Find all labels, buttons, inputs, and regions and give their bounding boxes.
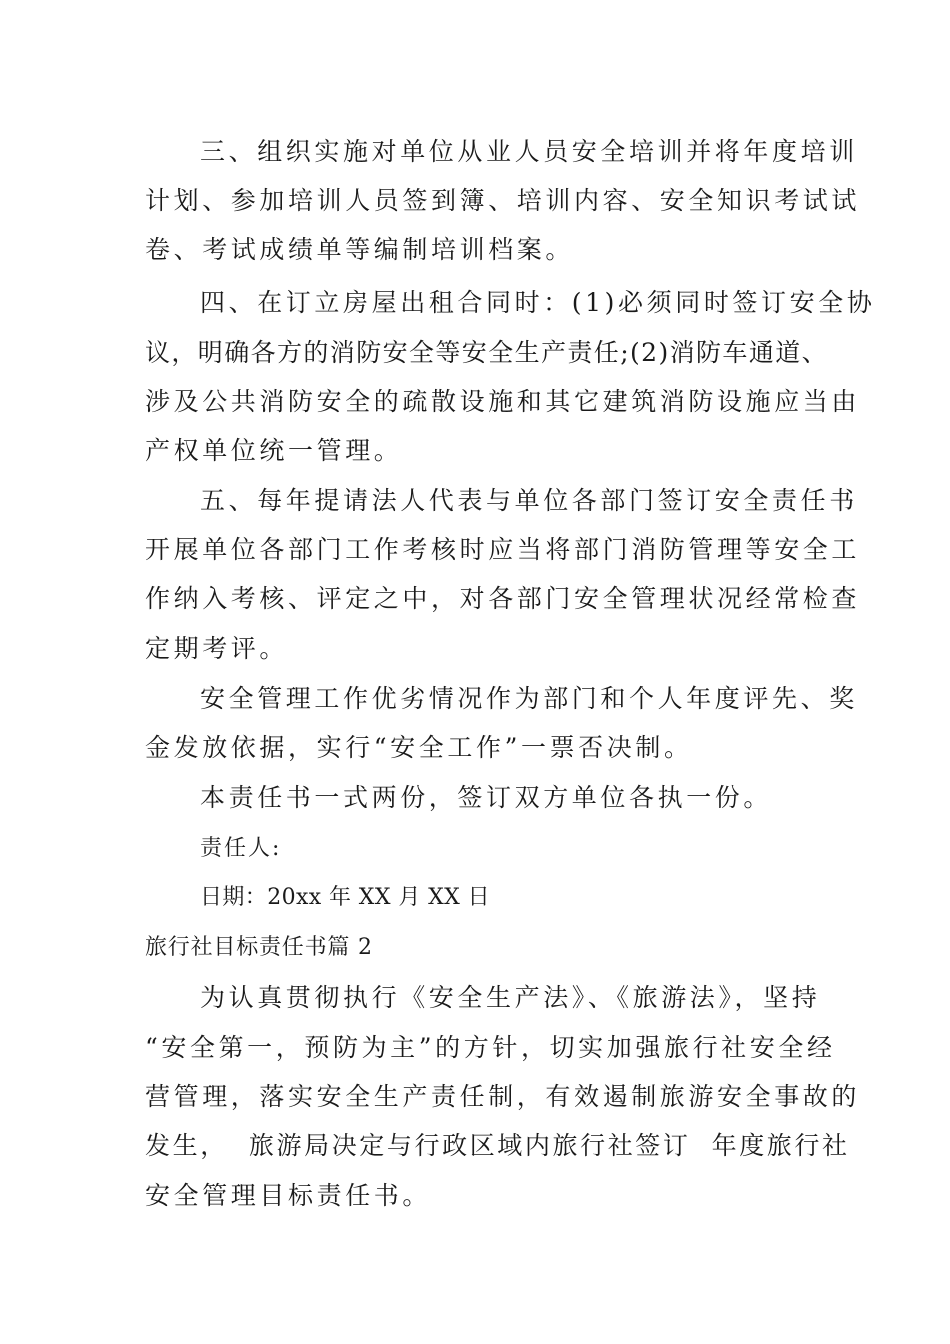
responsible-person-label: 责任人: [200,836,282,861]
paragraph-4-line-4: 产权单位统一管理。 [145,436,403,465]
paragraph-7-line-4: 发生， 旅游局决定与行政区域内旅行社签订 年度旅行社 [145,1131,850,1160]
paragraph-3-line-1: 三、组织实施对单位从业人员安全培训并将年度培训 [200,137,858,166]
paragraph-7-line-5: 安全管理目标责任书。 [145,1181,432,1210]
paragraph-3-line-3: 卷、考试成绩单等编制培训档案。 [145,235,575,264]
paragraph-5-line-1: 五、每年提请法人代表与单位各部门签订安全责任书 [200,486,858,515]
paragraph-4-line-3: 涉及公共消防安全的疏散设施和其它建筑消防设施应当由 [145,387,861,416]
paragraph-4-line-2: 议，明确各方的消防安全等安全生产责任;(2)消防车通道、 [145,338,829,367]
paragraph-7-line-2: “安全第一，预防为主”的方针，切实加强旅行社安全经 [145,1033,836,1062]
copies-statement: 本责任书一式两份，签订双方单位各执一份。 [200,783,773,812]
paragraph-5-line-3: 作纳入考核、评定之中，对各部门安全管理状况经常检查 [145,584,861,613]
date-line: 日期：20xx 年 XX 月 XX 日 [200,885,491,910]
paragraph-5-line-2: 开展单位各部门工作考核时应当将部门消防管理等安全工 [145,535,861,564]
paragraph-4-line-1: 四、在订立房屋出租合同时：(1)必须同时签订安全协 [200,288,876,317]
paragraph-6-line-2: 金发放依据，实行“安全工作”一票否决制。 [145,733,693,762]
paragraph-5-line-4: 定期考评。 [145,634,289,663]
paragraph-7-line-1: 为认真贯彻执行《安全生产法》、《旅游法》，坚持 [200,983,821,1012]
section-heading: 旅行社目标责任书篇 2 [145,935,373,960]
paragraph-6-line-1: 安全管理工作优劣情况作为部门和个人年度评先、奖 [200,684,858,713]
paragraph-3-line-2: 计划、参加培训人员签到簿、培训内容、安全知识考试试 [145,186,861,215]
paragraph-7-line-3: 营管理，落实安全生产责任制，有效遏制旅游安全事故的 [145,1082,861,1111]
